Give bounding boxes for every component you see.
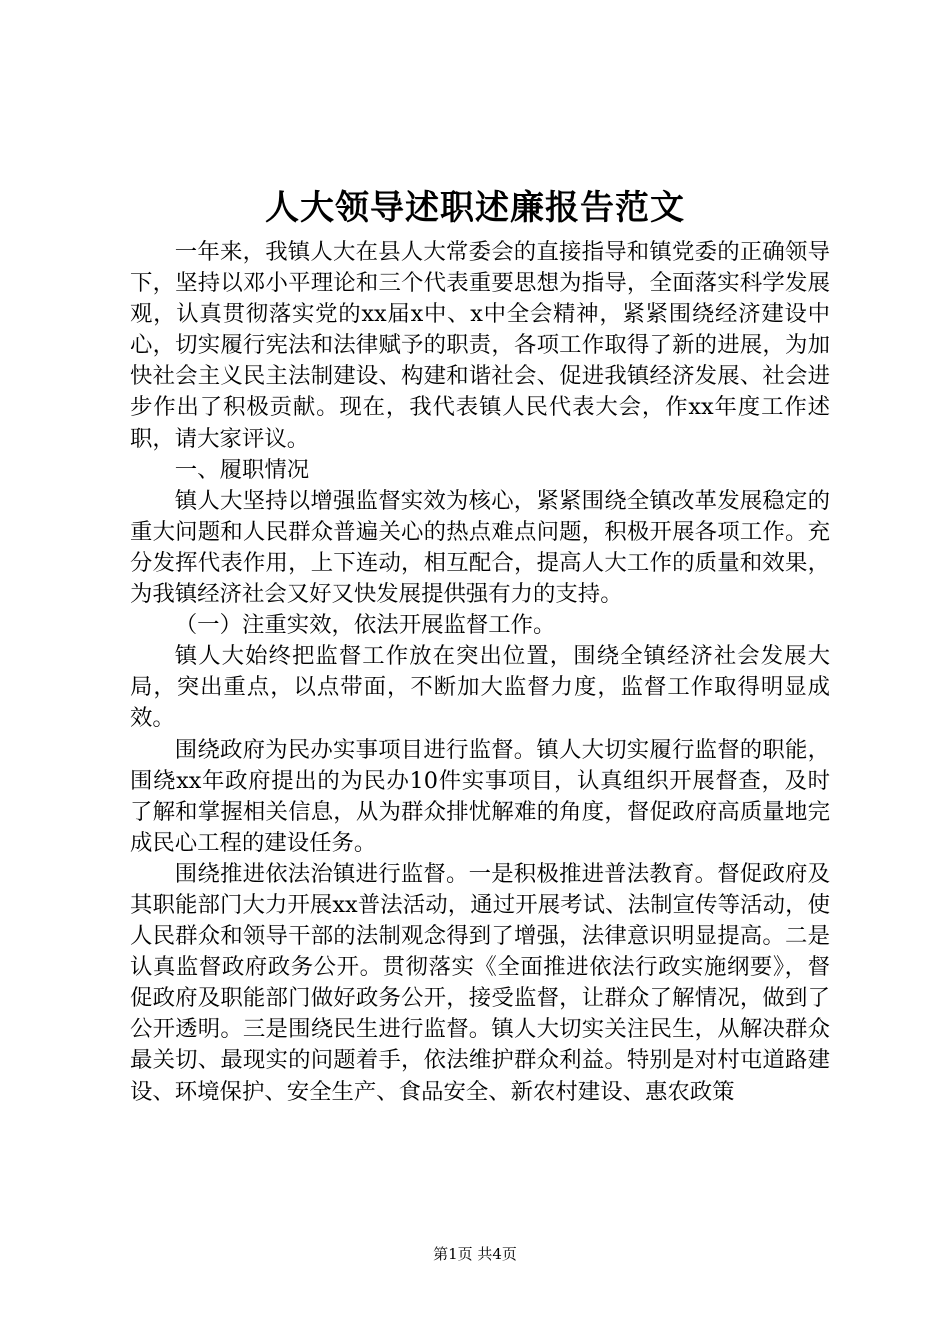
paragraph-practical-projects: 围绕政府为民办实事项目进行监督。镇人大切实履行监督的职能，围绕xx年政府提出的为民办10件实事项目，认真组织开展督查，及时了解和掌握相关信息，从为群众排忧解难的角度，督促政府高质量地完成民心工程的建设任务。 [130,736,830,856]
page-number-footer: 第1页 共4页 [433,1245,517,1263]
paragraph-supervision: 镇人大始终把监督工作放在突出位置，围绕全镇经济社会发展大局，突出重点，以点带面，不断加大监督力度，监督工作取得明显成效。 [130,643,830,732]
section-heading: 一、履职情况 [174,456,310,483]
subsection-heading: （一）注重实效，依法开展监督工作。 [174,612,556,639]
document-title: 人大领导述职述廉报告范文 [265,188,685,228]
paragraph-intro: 一年来，我镇人大在县人大常委会的直接指导和镇党委的正确领导下，坚持以邓小平理论和三个代表重要思想为指导，全面落实科学发展观，认真贯彻落实党的xx届x中、x中全会精神，紧紧围绕经济建设中心，切实履行宪法和法律赋予的职责，各项工作取得了新的进展，为加快社会主义民主法制建设、构建和谐社会、促进我镇经济发展、社会进步作出了积极贡献。现在，我代表镇人民代表大会，作xx年度工作述职，请大家评议。 [130,239,830,452]
paragraph-rule-of-law: 围绕推进依法治镇进行监督。一是积极推进普法教育。督促政府及其职能部门大力开展xx普法活动，通过开展考试、法制宣传等活动，使人民群众和领导干部的法制观念得到了增强，法律意识明显提高。二是认真监督政府政务公开。贯彻落实《全面推进依法行政实施纲要》，督促政府及职能部门做好政务公开，接受监督，让群众了解情况，做到了公开透明。三是围绕民生进行监督。镇人大切实关注民生，从解决群众最关切、最现实的问题着手，依法维护群众利益。特别是对村屯道路建设、环境保护、安全生产、食品安全、新农村建设、惠农政策 [130,860,830,1105]
document-body [130,237,830,1108]
paragraph-overview: 镇人大坚持以增强监督实效为核心，紧紧围绕全镇改革发展稳定的重大问题和人民群众普遍关心的热点难点问题，积极开展各项工作。充分发挥代表作用，上下连动，相互配合，提高人大工作的质量和效果，为我镇经济社会又好又快发展提供强有力的支持。 [130,487,830,608]
